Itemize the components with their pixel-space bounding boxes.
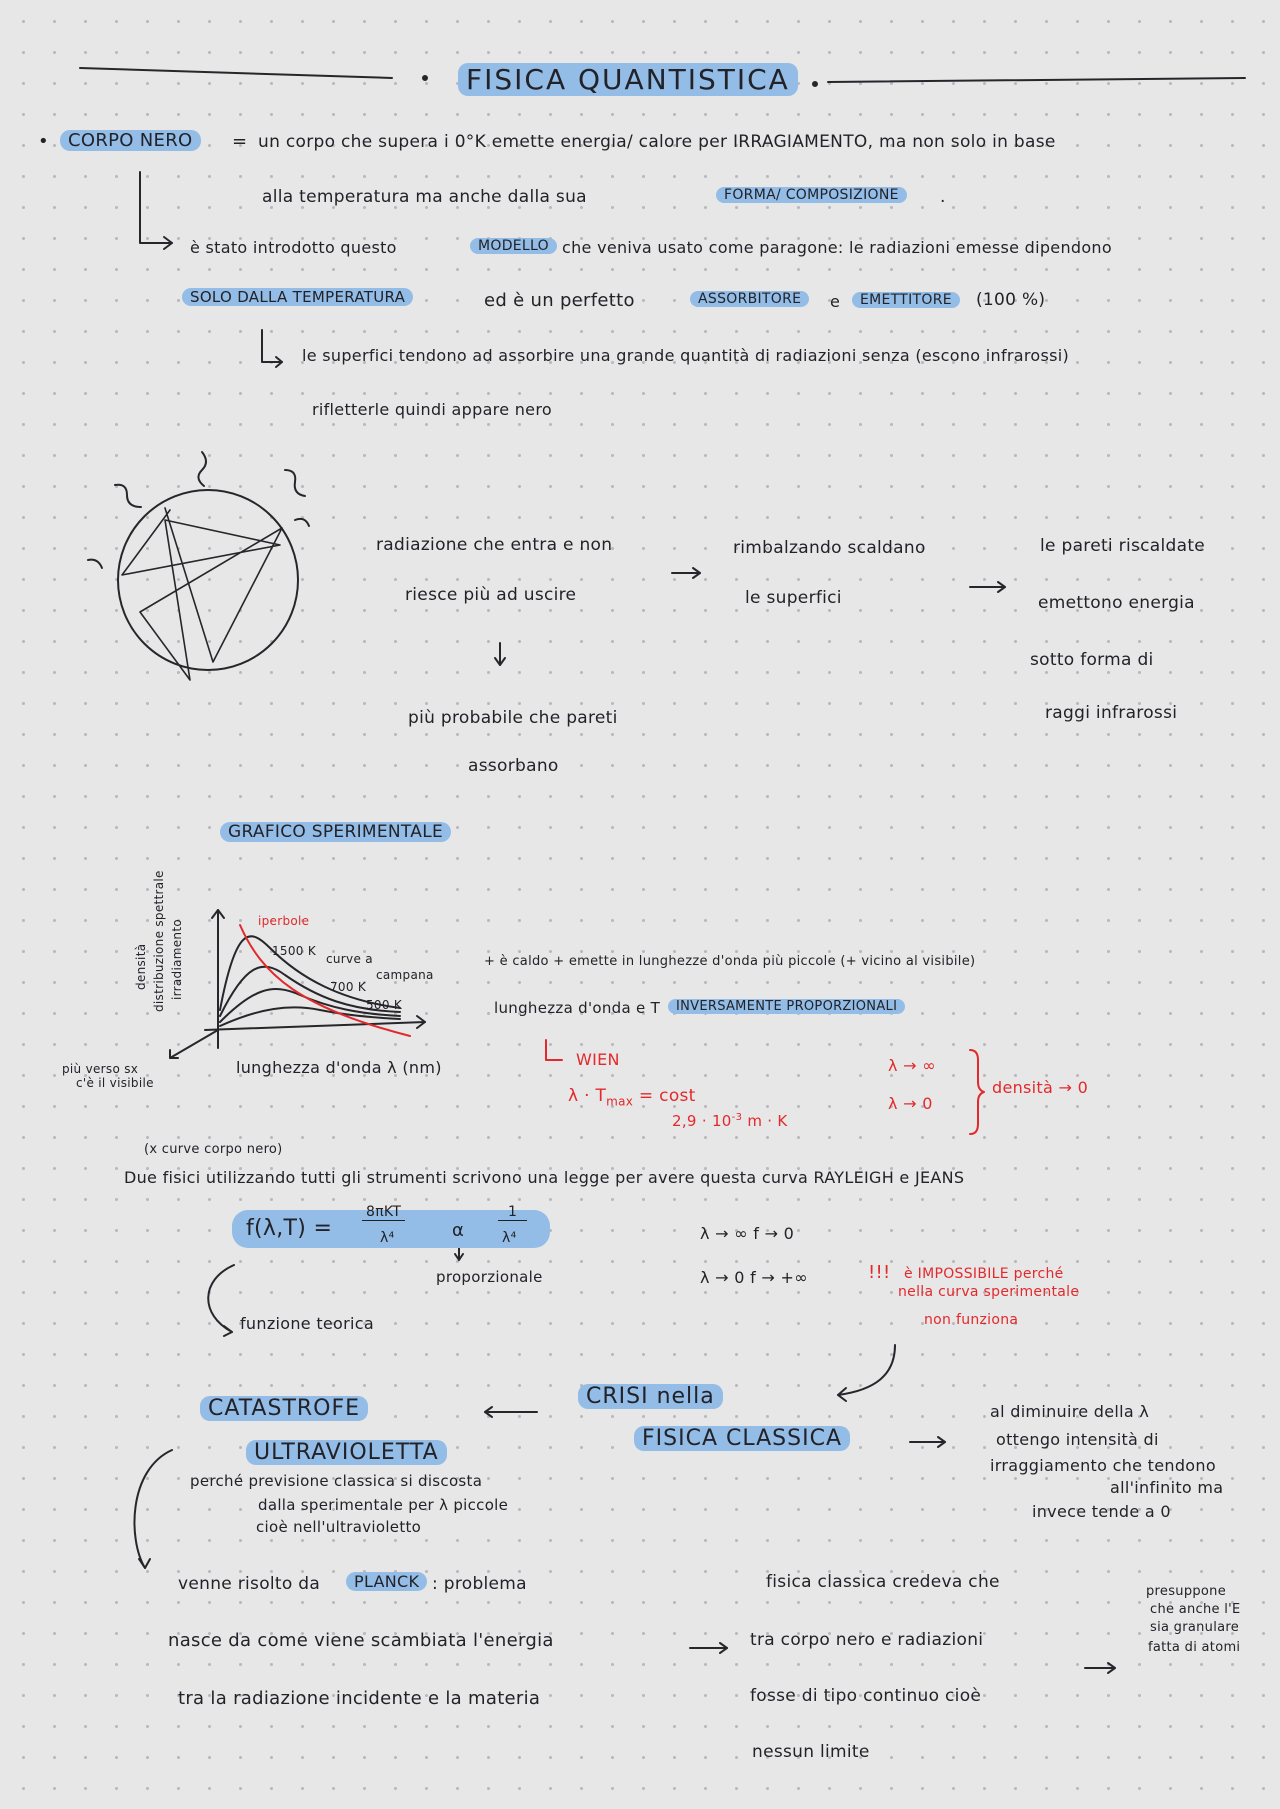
planck-line-1b: : problema — [432, 1574, 527, 1594]
graph-leftnote-1: più verso sx — [62, 1062, 139, 1076]
flow-c3: sotto forma di — [1030, 650, 1154, 670]
reason-2: dalla sperimentale per λ piccole — [258, 1496, 509, 1514]
highlight-modello: MODELLO — [470, 238, 557, 254]
right-note-4: all'infinito ma — [1110, 1478, 1224, 1497]
highlight-inversamente: INVERSAMENTE PROPORZIONALI — [668, 999, 905, 1014]
wien-arrow — [546, 1040, 562, 1060]
def-line-3a: è stato introdotto questo — [190, 238, 397, 257]
highlight-solo-temperatura: SOLO DALLA TEMPERATURA — [182, 288, 413, 306]
planck-line-1a: venne risolto da — [178, 1574, 321, 1594]
rj-impossibile-2: nella curva sperimentale — [898, 1284, 1080, 1300]
reason-3: cioè nell'ultravioletto — [256, 1518, 422, 1536]
title-dot-right — [813, 82, 817, 86]
label-700k: 700 K — [330, 980, 367, 994]
rj-limit-1: λ → ∞ f → 0 — [700, 1224, 795, 1243]
def-line-4c: (100 %) — [976, 290, 1046, 310]
graph-ylabel-3: irradiamento — [170, 919, 184, 1000]
ultravioletta-label: ULTRAVIOLETTA — [246, 1440, 447, 1465]
planck-right-2: che anche l'E — [1150, 1602, 1241, 1617]
reason-1: perché previsione classica si discosta — [190, 1472, 483, 1490]
flow-b2: le superfici — [745, 588, 842, 608]
limit-brace — [970, 1050, 984, 1134]
heat-wave-3 — [115, 485, 141, 507]
connector-arrow-2 — [262, 330, 282, 362]
highlight-assorbitore: ASSORBITORE — [690, 291, 809, 307]
connector-arrow-1 — [140, 172, 172, 243]
note-hot: + è caldo + emette in lunghezze d'onda più piccole (+ vicino al visibile) — [484, 954, 976, 969]
formula-num2: 1 — [498, 1204, 527, 1221]
planck-right-3: sia granulare — [1150, 1620, 1240, 1635]
formula-num: 8πKT — [362, 1204, 405, 1221]
rj-limit-2: λ → 0 f → +∞ — [700, 1268, 808, 1287]
formula-alpha: α — [452, 1220, 465, 1241]
heat-wave-4 — [295, 519, 309, 526]
crisi-label: CRISI nella — [578, 1384, 723, 1409]
funzione-arc-head — [224, 1326, 232, 1336]
graph-ylabel-2: distribuzione spettrale — [152, 870, 166, 1012]
rj-impossibile-1: è IMPOSSIBILE perché — [904, 1266, 1064, 1282]
label-campana: campana — [376, 968, 434, 982]
def-line-4a: ed è un perfetto — [484, 290, 635, 311]
flow-d2: assorbano — [468, 756, 559, 776]
planck-mid-2: tra corpo nero e radiazioni — [750, 1630, 984, 1650]
right-note-5: invece tende a 0 — [1032, 1502, 1171, 1521]
planck-mid-3: fosse di tipo continuo cioè — [750, 1686, 982, 1706]
right-note-1: al diminuire della λ — [990, 1402, 1150, 1421]
flow-a2: riesce più ad uscire — [405, 585, 577, 605]
title-rule-right — [828, 78, 1245, 82]
rj-impossibile-3: non funziona — [924, 1312, 1019, 1328]
planck-mid-1: fisica classica credeva che — [766, 1572, 1000, 1592]
planck-mid-4: nessun limite — [752, 1742, 870, 1762]
graph-diag-axis — [170, 1030, 218, 1058]
rj-small-note: (x curve corpo nero) — [144, 1142, 283, 1157]
limit-1: λ → ∞ — [888, 1056, 936, 1075]
graph-heading: GRAFICO SPERIMENTALE — [220, 822, 451, 842]
formula-den2: λ⁴ — [502, 1230, 517, 1246]
label-curve-a: curve a — [326, 952, 373, 966]
black-body-circle — [118, 490, 298, 670]
funzione-arc — [208, 1265, 234, 1332]
def-line-2-end: . — [940, 187, 946, 207]
term-corpo-nero: CORPO NERO — [60, 130, 201, 151]
graph-xlabel: lunghezza d'onda λ (nm) — [236, 1058, 442, 1077]
graph-ylabel-1: densità — [134, 943, 148, 990]
highlight-planck: PLANCK — [346, 1572, 427, 1591]
right-note-2: ottengo intensità di — [996, 1430, 1159, 1449]
heat-wave-5 — [88, 560, 102, 568]
def-line-4b: e — [830, 292, 841, 311]
def-line-3b: che veniva usato come paragone: le radiazioni emesse dipendono — [562, 238, 1112, 257]
highlight-emettitore: EMETTITORE — [852, 292, 960, 308]
flow-d1: più probabile che pareti — [408, 708, 618, 728]
def-line-2: alla temperatura ma anche dalla sua — [262, 187, 587, 207]
planck-right-4: fatta di atomi — [1148, 1640, 1241, 1655]
rj-exclamation: !!! — [868, 1262, 891, 1283]
label-1500k: 1500 K — [272, 944, 317, 958]
def-line-5: le superfici tendono ad assorbire una grande quantità di radiazioni senza (escono infrarossi) — [302, 346, 1070, 365]
heat-wave-1 — [198, 452, 206, 486]
planck-line-3: tra la radiazione incidente e la materia — [178, 1688, 541, 1709]
bullet: • — [38, 131, 49, 152]
equals-sign: = — [232, 131, 248, 152]
highlight-forma-composizione: FORMA/ COMPOSIZIONE — [716, 187, 907, 203]
flow-c1: le pareti riscaldate — [1040, 536, 1206, 556]
graph-x-axis — [205, 1022, 425, 1030]
formula-left: f(λ,T) = — [246, 1216, 333, 1241]
heat-wave-2 — [285, 470, 305, 496]
label-iperbole: iperbole — [258, 914, 310, 928]
wien-value: $2,9 \cdot 10^{-3}$ m · K — [672, 1112, 788, 1130]
planck-right-1: presuppone — [1146, 1584, 1227, 1599]
title-rule-left — [80, 68, 392, 78]
page-title: FISICA QUANTISTICA — [458, 63, 798, 96]
planck-line-2: nasce da come viene scambiata l'energia — [168, 1630, 554, 1651]
wien-label: WIEN — [576, 1050, 620, 1069]
fisica-classica-label: FISICA CLASSICA — [634, 1426, 850, 1451]
left-bracket-arc — [134, 1450, 172, 1568]
def-line-1: un corpo che supera i 0°K emette energia/ calore per IRRAGIAMENTO, ma non solo in base — [258, 132, 1056, 152]
catastrofe-label: CATASTROFE — [200, 1396, 368, 1421]
flow-a1: radiazione che entra e non — [376, 535, 613, 555]
limit-result: densità → 0 — [992, 1078, 1089, 1097]
label-500k: 500 K — [366, 998, 403, 1012]
flow-c2: emettono energia — [1038, 593, 1195, 613]
flow-b1: rimbalzando scaldano — [733, 538, 926, 558]
label-funzione-teorica: funzione teorica — [240, 1314, 374, 1333]
rj-line: Due fisici utilizzando tutti gli strumenti scrivono una legge per avere questa curva RAYLEIGH e JEANS — [124, 1168, 965, 1187]
title-dot-left — [423, 76, 427, 80]
left-bracket-arc-head — [139, 1559, 150, 1568]
label-proporzionale: proporzionale — [436, 1268, 543, 1286]
prop-text: lunghezza d'onda e T — [494, 999, 661, 1017]
formula-den: λ⁴ — [380, 1230, 395, 1246]
wien-formula: $\lambda \cdot T_{max} = \cos t$ — [568, 1086, 696, 1109]
graph-leftnote-2: c'è il visibile — [76, 1076, 154, 1090]
flow-c4: raggi infrarossi — [1045, 703, 1178, 723]
right-note-3: irraggiamento che tendono — [990, 1456, 1216, 1475]
def-line-6: rifletterle quindi appare nero — [312, 400, 552, 419]
limit-2: λ → 0 — [888, 1094, 933, 1113]
